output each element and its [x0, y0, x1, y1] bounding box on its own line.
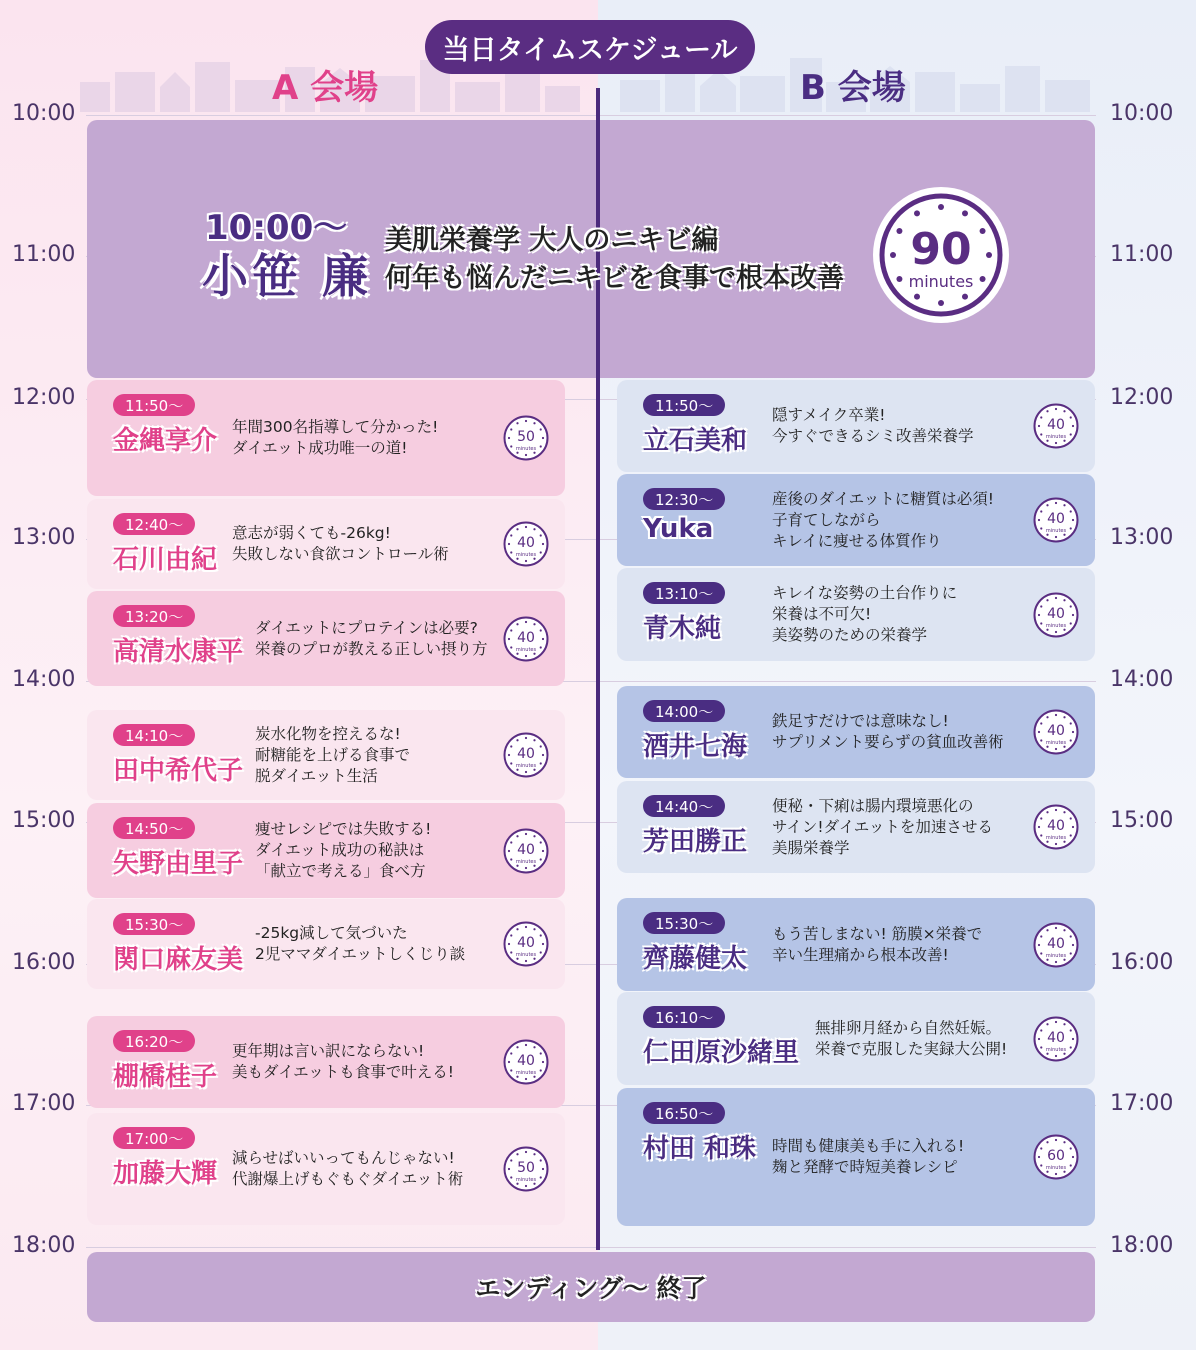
session-time-badge: 16:20～ [113, 1030, 195, 1052]
session-card [617, 1088, 1095, 1226]
session-clock-icon [503, 616, 549, 662]
session-card [87, 591, 565, 686]
session-description-line: サプリメント要らずの貧血改善術 [772, 733, 1004, 751]
session-description-line: 意志が弱くても-26kg! [232, 524, 391, 542]
session-clock-icon [1033, 403, 1079, 449]
session-description-line: 栄養で克服した実録大公開! [815, 1040, 1008, 1058]
session-description-line: 更年期は言い訳にならない! [232, 1042, 425, 1060]
clock-tick [938, 204, 944, 210]
session-description [772, 796, 993, 859]
session-description [772, 711, 1004, 753]
session-description-line: 耐糖能を上げる食事で [255, 746, 411, 764]
session-clock-icon [503, 415, 549, 461]
session-time-badge: 16:50～ [643, 1102, 725, 1124]
session-time-badge: 11:50～ [113, 394, 195, 416]
session-time-badge: 16:10～ [643, 1006, 725, 1028]
session-minutes: 40 [517, 535, 535, 551]
session-clock-icon [1033, 804, 1079, 850]
session-minutes: 50 [517, 429, 535, 445]
session-time-badge: 13:20～ [113, 605, 195, 627]
session-minutes-label: minutes [515, 1177, 537, 1183]
session-card [87, 899, 565, 989]
session-card [617, 686, 1095, 778]
session-time-badge: 12:30～ [643, 488, 725, 510]
session-description [772, 924, 982, 966]
venue-b-label: B 会場 [800, 68, 906, 108]
session-card [617, 380, 1095, 472]
session-description [255, 724, 410, 787]
session-minutes-label: minutes [515, 446, 537, 452]
session-time-badge: 15:30～ [113, 913, 195, 935]
session-description [255, 618, 488, 660]
session-card [87, 499, 565, 589]
session-description-line: -25kg減して気づいた [255, 924, 408, 942]
session-minutes: 40 [1047, 417, 1065, 433]
hour-gridline [86, 1247, 1096, 1248]
session-description-line: 減らせばいいってもんじゃない! [232, 1149, 455, 1167]
session-description [772, 489, 994, 552]
session-description-line: ダイエットにプロテインは必要? [255, 619, 478, 637]
session-description-line: 美腸栄養学 [772, 839, 850, 857]
keynote-speaker: 小笹 廉 [202, 249, 373, 303]
session-description-line: 美姿勢のための栄養学 [772, 626, 928, 644]
session-time-badge: 14:10～ [113, 724, 195, 746]
session-description-line: 栄養のプロが教える正しい摂り方 [255, 640, 488, 658]
session-speaker: 田中希代子 [113, 756, 244, 786]
session-speaker: 芳田勝正 [643, 827, 748, 857]
session-clock-icon [1033, 592, 1079, 638]
session-description-line: 無排卵月経から自然妊娠。 [815, 1019, 1002, 1037]
session-minutes-label: minutes [1045, 623, 1067, 629]
session-clock-icon [503, 828, 549, 874]
session-description-line: 「献立で考える」食べ方 [255, 862, 426, 880]
session-minutes: 40 [517, 630, 535, 646]
hour-label-left: 14:00 [12, 667, 76, 692]
session-description-line: 辛い生理痛から根本改善! [772, 946, 949, 964]
session-minutes: 40 [517, 935, 535, 951]
session-minutes-label: minutes [1045, 1047, 1067, 1053]
session-description-line: 栄養は不可欠! [772, 605, 872, 623]
session-minutes-label: minutes [515, 1070, 537, 1076]
session-description-line: キレイに痩せる体質作り [772, 532, 942, 550]
clock-tick [962, 210, 968, 216]
session-description-line: 美もダイエットも食事で叶える! [232, 1063, 454, 1081]
hour-label-right: 11:00 [1110, 242, 1174, 267]
hour-label-left: 18:00 [12, 1233, 76, 1258]
session-minutes-label: minutes [1045, 434, 1067, 440]
session-minutes-label: minutes [515, 859, 537, 865]
session-minutes: 40 [1047, 606, 1065, 622]
session-speaker: 青木純 [643, 614, 722, 644]
session-description-line: 今すぐできるシミ改善栄養学 [772, 427, 974, 445]
session-description [815, 1018, 1007, 1060]
session-time-badge: 14:00～ [643, 700, 725, 722]
session-description-line: もう苦しまない! 筋膜×栄養で [772, 925, 983, 943]
session-speaker: 酒井七海 [643, 732, 748, 762]
keynote-clock-icon [872, 186, 1010, 324]
ending-banner [87, 1252, 1095, 1322]
session-description-line: 年間300名指導して分かった! [232, 418, 439, 436]
session-description [232, 1148, 463, 1190]
session-description-line: キレイな姿勢の土台作りに [772, 584, 958, 602]
session-minutes-label: minutes [515, 763, 537, 769]
session-description [232, 1041, 454, 1083]
session-clock-icon [503, 1039, 549, 1085]
session-description [232, 417, 438, 459]
session-minutes-label: minutes [1045, 1165, 1067, 1171]
session-description-line: 鉄足すだけでは意味なし! [772, 712, 949, 730]
session-speaker: 仁田原沙緒里 [643, 1038, 800, 1068]
session-card [87, 710, 565, 800]
hour-label-left: 17:00 [12, 1091, 76, 1116]
session-card [87, 1113, 565, 1225]
session-description [772, 583, 957, 646]
keynote-minutes-label: minutes [908, 272, 974, 291]
hour-label-left: 12:00 [12, 385, 76, 410]
session-description [772, 1136, 964, 1178]
session-speaker: 石川由紀 [113, 545, 218, 575]
clock-tick [980, 276, 986, 282]
hour-label-left: 16:00 [12, 950, 76, 975]
hour-gridline [86, 115, 1096, 116]
session-speaker: 加藤大輝 [113, 1159, 218, 1189]
session-description-line: 時間も健康美も手に入れる! [772, 1137, 965, 1155]
clock-tick [986, 252, 992, 258]
clock-tick [914, 294, 920, 300]
session-time-badge: 15:30～ [643, 912, 725, 934]
session-clock-icon [1033, 922, 1079, 968]
session-minutes: 60 [1047, 1148, 1065, 1164]
session-card [617, 781, 1095, 873]
session-clock-icon [1033, 1134, 1079, 1180]
session-speaker: 棚橋桂子 [113, 1062, 218, 1092]
session-clock-icon [503, 921, 549, 967]
hour-label-right: 15:00 [1110, 808, 1174, 833]
session-description-line: 隠すメイク卒業! [772, 406, 886, 424]
session-description [232, 523, 449, 565]
session-minutes: 40 [1047, 1030, 1065, 1046]
session-speaker: Yuka [643, 514, 714, 544]
session-minutes-label: minutes [515, 952, 537, 958]
session-description [255, 923, 465, 965]
session-card [87, 380, 565, 496]
session-minutes: 40 [1047, 511, 1065, 527]
hour-label-right: 18:00 [1110, 1233, 1174, 1258]
session-speaker: 齊藤健太 [643, 944, 748, 974]
session-card [617, 898, 1095, 991]
session-minutes: 40 [1047, 936, 1065, 952]
session-time-badge: 14:40～ [643, 795, 725, 817]
session-time-badge: 17:00～ [113, 1127, 195, 1149]
session-clock-icon [1033, 709, 1079, 755]
clock-tick [914, 210, 920, 216]
session-minutes: 50 [517, 1160, 535, 1176]
hour-label-left: 11:00 [12, 242, 76, 267]
hour-label-left: 15:00 [12, 808, 76, 833]
session-clock-icon [503, 732, 549, 778]
session-minutes-label: minutes [1045, 953, 1067, 959]
session-description [772, 405, 974, 447]
session-description-line: ダイエット成功の秘訣は [255, 841, 425, 859]
session-description-line: 子育てしながら [772, 511, 881, 529]
session-minutes-label: minutes [1045, 528, 1067, 534]
hour-label-right: 10:00 [1110, 101, 1174, 126]
session-speaker: 関口麻友美 [113, 945, 244, 975]
clock-tick [896, 228, 902, 234]
hour-label-right: 17:00 [1110, 1091, 1174, 1116]
session-description-line: 炭水化物を控えるな! [255, 725, 401, 743]
session-speaker: 村田 和珠 [643, 1134, 757, 1164]
session-minutes-label: minutes [1045, 835, 1067, 841]
clock-tick [980, 228, 986, 234]
session-description-line: 失敗しない食欲コントロール術 [232, 545, 449, 563]
session-card [87, 803, 565, 898]
session-minutes: 40 [517, 842, 535, 858]
session-minutes-label: minutes [515, 647, 537, 653]
keynote-title-line1: 美肌栄養学 大人のニキビ編 [385, 225, 719, 256]
keynote-time: 10:00～ [205, 208, 348, 248]
session-minutes-label: minutes [515, 552, 537, 558]
schedule-title: 当日タイムスケジュール [425, 20, 755, 74]
session-time-badge: 14:50～ [113, 817, 195, 839]
hour-label-right: 14:00 [1110, 667, 1174, 692]
session-time-badge: 13:10～ [643, 582, 725, 604]
session-speaker: 金縄享介 [113, 426, 218, 456]
session-speaker: 矢野由里子 [113, 849, 244, 879]
hour-label-left: 13:00 [12, 525, 76, 550]
session-description-line: 2児ママダイエットしくじり談 [255, 945, 466, 963]
session-description-line: ダイエット成功唯一の道! [232, 439, 408, 457]
session-description [255, 819, 431, 882]
venue-a-label: A 会場 [272, 68, 379, 108]
clock-tick [962, 294, 968, 300]
session-minutes-label: minutes [1045, 740, 1067, 746]
session-minutes: 40 [1047, 818, 1065, 834]
hour-label-right: 13:00 [1110, 525, 1174, 550]
session-clock-icon [1033, 1016, 1079, 1062]
keynote-title-line2: 何年も悩んだニキビを食事で根本改善 [385, 263, 844, 294]
keynote-minutes: 90 [910, 224, 972, 275]
keynote-title [385, 222, 844, 298]
hour-label-right: 12:00 [1110, 385, 1174, 410]
session-speaker: 立石美和 [643, 426, 748, 456]
session-minutes: 40 [517, 1053, 535, 1069]
session-minutes: 40 [1047, 723, 1065, 739]
clock-tick [938, 300, 944, 306]
session-description-line: 便秘・下痢は腸内環境悪化の [772, 797, 974, 815]
session-description-line: 代謝爆上げもぐもぐダイエット術 [232, 1170, 464, 1188]
hour-label-left: 10:00 [12, 101, 76, 126]
session-time-badge: 12:40～ [113, 513, 195, 535]
session-description-line: 産後のダイエットに糖質は必須! [772, 490, 994, 508]
session-description-line: 脱ダイエット生活 [255, 767, 378, 785]
clock-tick [896, 276, 902, 282]
clock-tick [890, 252, 896, 258]
hour-label-right: 16:00 [1110, 950, 1174, 975]
session-description-line: 麹と発酵で時短美養レシピ [772, 1158, 958, 1176]
session-card [617, 992, 1095, 1085]
session-clock-icon [1033, 497, 1079, 543]
session-description-line: サイン!ダイエットを加速させる [772, 818, 993, 836]
session-card [617, 474, 1095, 566]
ending-text: エンディング～ 終了 [475, 1274, 707, 1303]
session-clock-icon [503, 1146, 549, 1192]
session-card [87, 1016, 565, 1108]
session-card [617, 568, 1095, 661]
session-clock-icon [503, 521, 549, 567]
session-minutes: 40 [517, 746, 535, 762]
session-speaker: 高清水康平 [113, 637, 244, 667]
session-time-badge: 11:50～ [643, 394, 725, 416]
session-description-line: 痩せレシピでは失敗する! [255, 820, 432, 838]
